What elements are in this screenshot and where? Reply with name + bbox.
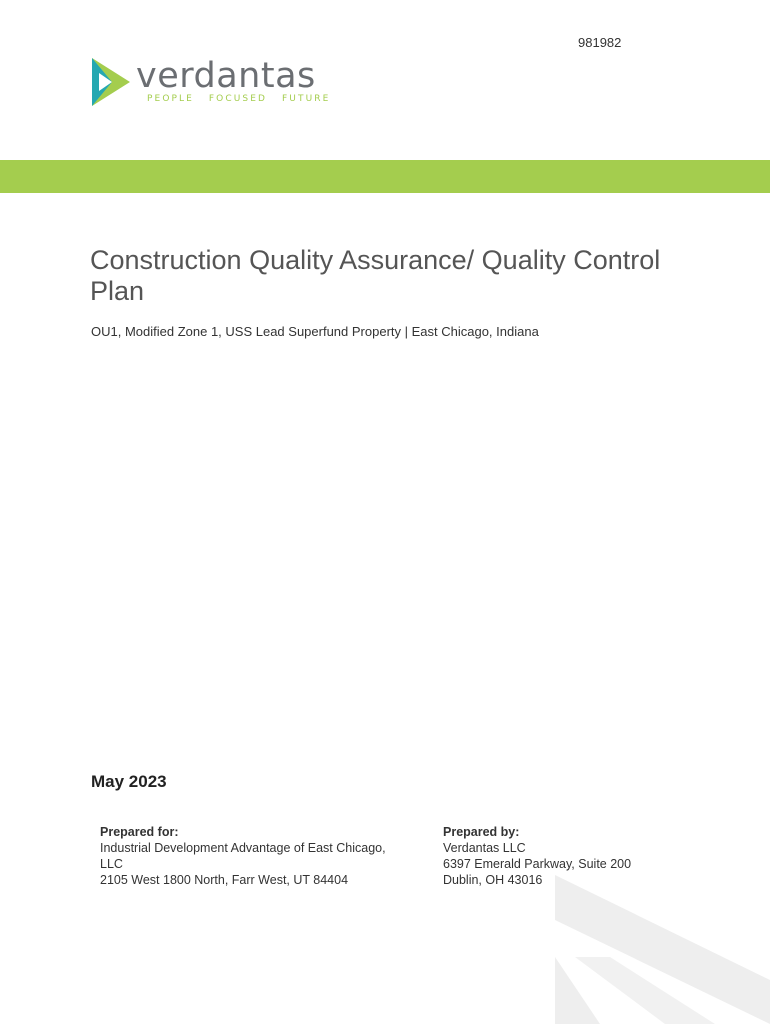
document-title: Construction Quality Assurance/ Quality Control Plan: [90, 245, 661, 306]
document-subtitle: OU1, Modified Zone 1, USS Lead Superfund Property | East Chicago, Indiana: [91, 324, 539, 339]
prepared-for-line: Industrial Development Advantage of East Chicago, LLC: [100, 841, 386, 871]
prepared-by-line: Dublin, OH 43016: [443, 873, 543, 887]
prepared-for-heading: Prepared for:: [100, 825, 179, 839]
document-date: May 2023: [91, 772, 167, 791]
header-band: [0, 160, 770, 193]
chevron-watermark-icon: [555, 875, 770, 1024]
prepared-by-line: Verdantas LLC: [443, 841, 526, 855]
verdantas-logo-mark-icon: [90, 56, 132, 108]
logo-tagline: PEOPLE FOCUSED FUTURE: [147, 94, 331, 104]
prepared-for-line: 2105 West 1800 North, Farr West, UT 84404: [100, 873, 349, 887]
prepared-by-heading: Prepared by:: [443, 825, 520, 839]
prepared-for-block: [100, 824, 400, 888]
document-number: 981982: [578, 35, 622, 50]
prepared-by-line: 6397 Emerald Parkway, Suite 200: [443, 857, 632, 871]
logo-wordmark: verdantas: [136, 56, 316, 96]
verdantas-logo: [90, 56, 330, 110]
